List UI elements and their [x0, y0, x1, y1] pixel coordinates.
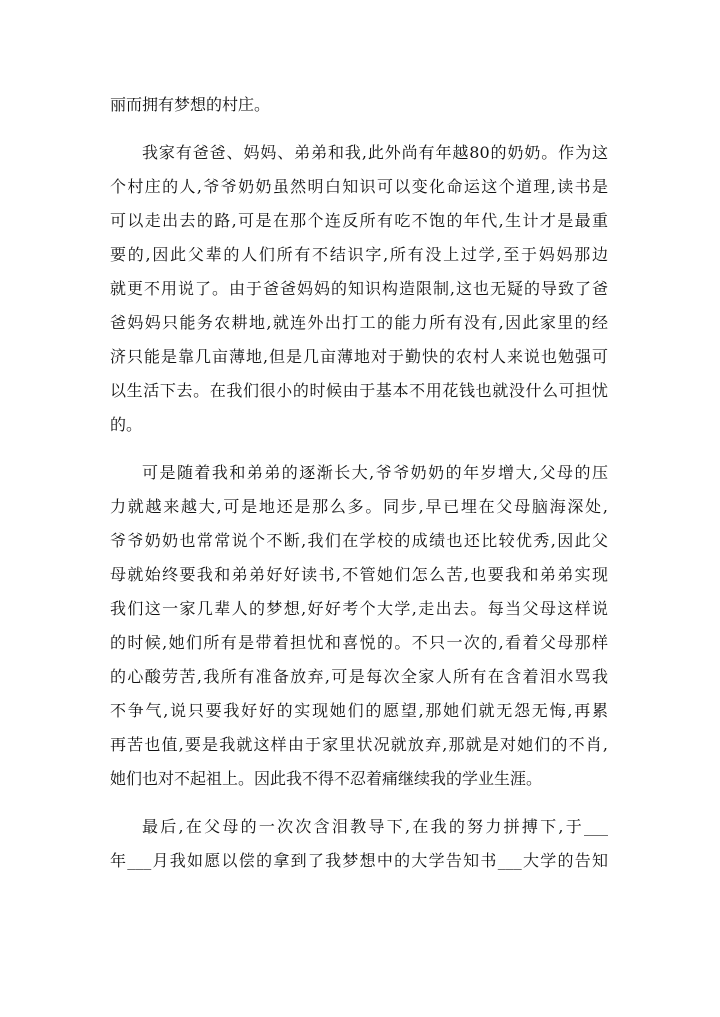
text-line: 我家有爸爸、妈妈、弟弟和我,此外尚有年越80的奶奶。作为这 [142, 143, 608, 162]
text-line: 就更不用说了。由于爸爸妈妈的知识构造限制,这也无疑的导致了爸 [110, 279, 608, 298]
text-line: 爷爷奶奶也常常说个不断,我们在学校的成绩也还比较优秀,因此父 [110, 531, 608, 550]
text-line: 最后,在父母的一次次含泪教导下,在我的努力拼搏下,于___ [142, 817, 608, 836]
text-line: 以生活下去。在我们很小的时候由于基本不用花钱也就没什么可担忧 [110, 381, 608, 400]
text-line: 她们也对不起祖上。因此我不得不忍着痛继续我的学业生涯。 [110, 769, 543, 788]
paragraph [110, 88, 608, 122]
text-line: 力就越来越大,可是地还是那么多。同步,早已埋在父母脑海深处, [110, 497, 608, 516]
text-line: 年___月我如愿以偿的拿到了我梦想中的大学告知书___大学的告知 [110, 851, 608, 870]
text-line: 可是随着我和弟弟的逐渐长大,爷爷奶奶的年岁增大,父母的压 [142, 463, 608, 482]
text-line: 再苦也值,要是我就这样由于家里状况就放弃,那就是对她们的不肖, [110, 735, 608, 754]
text-line: 济只能是靠几亩薄地,但是几亩薄地对于勤快的农村人来说也勉强可 [110, 347, 608, 366]
text-line: 我们这一家几辈人的梦想,好好考个大学,走出去。每当父母这样说 [110, 599, 608, 618]
paragraph [110, 456, 608, 796]
text-line: 可以走出去的路,可是在那个连反所有吃不饱的年代,生计才是最重 [110, 211, 608, 230]
paragraph [110, 136, 608, 442]
text-line: 不争气,说只要我好好的实现她们的愿望,那她们就无怨无悔,再累 [110, 701, 608, 720]
document-body [110, 88, 608, 878]
text-line: 爸妈妈只能务农耕地,就连外出打工的能力所有没有,因此家里的经 [110, 313, 608, 332]
text-line: 丽而拥有梦想的村庄。 [110, 95, 271, 114]
text-line: 要的,因此父辈的人们所有不结识字,所有没上过学,至于妈妈那边 [110, 245, 608, 264]
text-line: 的。 [110, 415, 143, 434]
text-line: 母就始终要我和弟弟好好读书,不管她们怎么苦,也要我和弟弟实现 [110, 565, 608, 584]
text-line: 的时候,她们所有是带着担忧和喜悦的。不只一次的,看着父母那样 [110, 633, 608, 652]
paragraph [110, 810, 608, 878]
text-line: 个村庄的人,爷爷奶奶虽然明白知识可以变化命运这个道理,读书是 [110, 177, 608, 196]
text-line: 的心酸劳苦,我所有准备放弃,可是每次全家人所有在含着泪水骂我 [110, 667, 608, 686]
